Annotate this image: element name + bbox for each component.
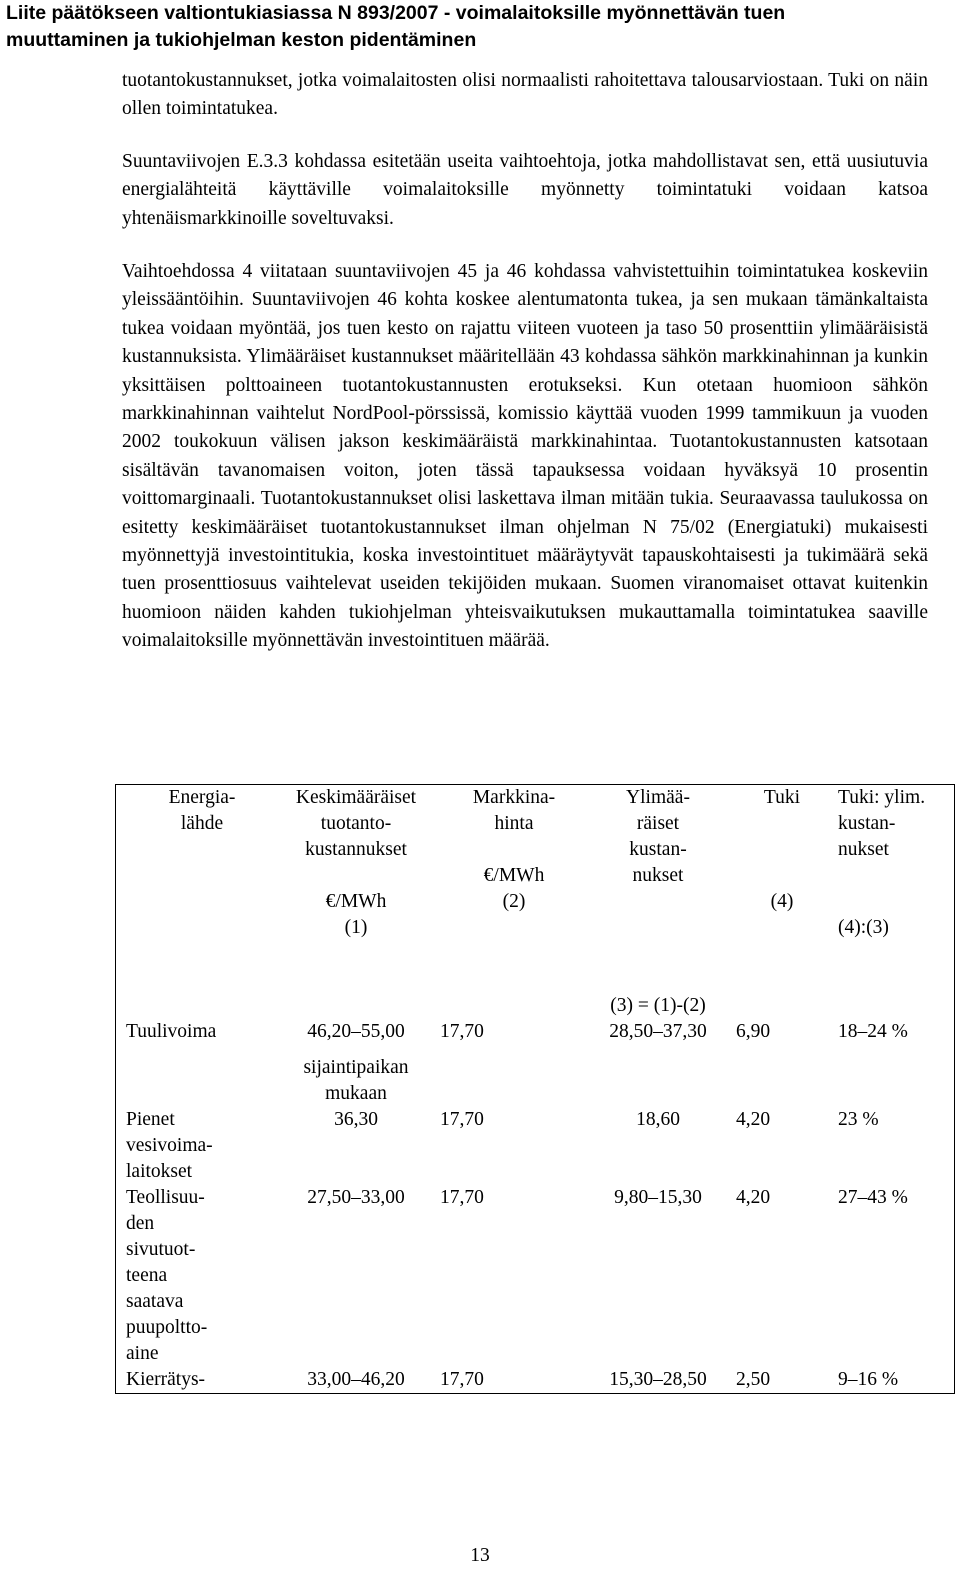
column-header-line: Energia-: [168, 787, 236, 808]
cell-market-price: [434, 1185, 588, 1367]
cell-aid-ratio: [828, 1185, 955, 1367]
column-header-line: hinta: [494, 813, 534, 834]
cell-aid: [728, 1019, 828, 1107]
cell-production-cost: [278, 1107, 434, 1185]
table-header-row: [116, 785, 955, 1020]
cell-energy-source-text: Pienet vesivoima-laitokset: [126, 1109, 213, 1182]
table-row: [116, 1019, 955, 1107]
column-header-line: nukset: [838, 839, 889, 860]
paragraph-2: [122, 148, 928, 233]
table-body: [116, 1019, 955, 1394]
column-header-line: [838, 863, 954, 889]
energy-cost-table: [115, 784, 955, 1394]
cell-aid-ratio: [828, 1107, 955, 1185]
column-header-line: kustannukset: [305, 839, 407, 860]
column-header-line: [588, 941, 728, 967]
cell-energy-source: [116, 1019, 279, 1107]
header-line-1: Liite päätökseen valtiontukiasiassa N 893/2007 - voimalaitoksille myönnettävän tuen: [6, 2, 786, 24]
header-line-2: muuttaminen ja tukiohjelman keston pidentäminen: [6, 29, 477, 51]
column-header-line: räiset: [636, 813, 680, 834]
paragraph-text: Suuntaviivojen E.3.3 kohdassa esitetään useita vaihtoehtoja, jotka mahdollistavat sen, että uusiutuvia energialähteitä käyttäville voimalaitoksille myönnetty toimintatuki voidaan katsoa yhtenäismarkkinoille soveltuvaksi.: [122, 151, 928, 229]
cell-aid: [728, 1367, 828, 1394]
cell-energy-source: [116, 1185, 279, 1367]
paragraph-text: tuotantokustannukset, jotka voimalaitosten olisi normaalisti rahoitettava talousarviostaan. Tuki on näin ollen toimintatukea.: [122, 70, 928, 120]
column-header-line: kustan-: [629, 839, 687, 860]
column-header-line: nukset: [632, 865, 684, 886]
table-row: [116, 1107, 955, 1185]
cell-market-price: [434, 1019, 588, 1107]
cell-energy-source-text: Tuulivoima: [126, 1021, 217, 1042]
cell-aid-ratio-text: 23 %: [838, 1109, 879, 1130]
column-header-line: (1): [344, 917, 368, 938]
cell-market-price-text: 17,70: [440, 1369, 484, 1390]
column-header-line: [440, 837, 588, 863]
column-header-line: [588, 967, 728, 993]
cell-extra-cost: [588, 1019, 728, 1107]
cell-production-cost: [278, 1019, 434, 1107]
column-header-line: [588, 889, 728, 915]
column-header-line: lähde: [180, 813, 224, 834]
column-header-line: Tuki: ylim.: [838, 787, 926, 808]
cell-production-cost-text: 36,30: [334, 1109, 378, 1130]
cell-market-price-text: 17,70: [440, 1109, 484, 1130]
cell-market-price: [434, 1367, 588, 1394]
cell-aid-text: 4,20: [736, 1109, 771, 1130]
cell-extra-cost-text: 28,50–37,30: [609, 1021, 707, 1042]
cell-aid-ratio-text: 18–24 %: [838, 1021, 908, 1042]
cell-extra-cost: [588, 1185, 728, 1367]
column-header-line: Ylimää-: [626, 787, 690, 808]
cell-energy-source-text: Teollisuu-den sivutuot-teena saatava puupoltto-aine: [126, 1187, 208, 1364]
paragraph-3: [122, 258, 928, 656]
column-header-3: [434, 785, 588, 1020]
cell-aid-ratio-text: 27–43 %: [838, 1187, 908, 1208]
column-header-line: (3) = (1)-(2): [610, 995, 706, 1016]
cell-production-cost-text: 27,50–33,00: [307, 1187, 405, 1208]
cell-energy-source-text: Kierrätys-: [126, 1369, 206, 1390]
column-header-line: (4): [770, 891, 794, 912]
paragraph-1: [122, 67, 928, 124]
cell-market-price-text: 17,70: [440, 1187, 484, 1208]
cell-extra-cost-text: 15,30–28,50: [609, 1369, 707, 1390]
column-header-6: [828, 785, 955, 1020]
table-row: [116, 1185, 955, 1367]
cell-extra-cost-text: 18,60: [636, 1109, 680, 1130]
column-header-line: kustan-: [838, 813, 896, 834]
paragraph-text: Vaihtoehdossa 4 viitataan suuntaviivojen 45 ja 46 kohdassa vahvistettuihin toimintatukea koskeviin yleissääntöihin. Suuntaviivojen 46 kohta koskee alentumatonta tukea, ja sen mukaan tämänkaltaista tukea voidaan myöntää, jos tuen kesto on rajattu viiteen vuoteen ja taso 50 prosenttiin ylimääräisistä kustannuksista. Ylimääräiset kustannukset määritellään 43 kohdassa sähkön markkinahinnan ja kunkin yksittäisen polttoaineen tuotantokustannusten erotukseksi. Kun otetaan huomioon sähkön markkinahinnan vaihtelut NordPool-pörssissä, komissio käyttää vuoden 1999 tammikuun ja vuoden 2002 toukokuun välisen jakson keskimääräistä markkinahintaa. Tuotantokustannusten katsotaan sisältävän tavanomaisen voiton, joten tässä tapauksessa voidaan hyväksyä 10 prosentin voittomarginaali. Tuotantokustannukset olisi laskettava ilman mitään tukia. Seuraavassa taulukossa on esitetty keskimääräiset tuotantokustannukset ilman ohjelman N 75/02 (Energiatuki) mukaisesti myönnettyjä investointitukia, koska investointituet määräytyvät tapauskohtaisesti ja tukimäärä sekä tuen prosenttiosuus vaihtelevat useiden tekijöiden mukaan. Suomen viranomaiset ottavat kuitenkin huomioon näiden kahden tukiohjelman yhteisvaikutuksen mukauttamalla toimintatukea saaville voimalaitoksille myönnettävän investointituen määrää.: [122, 261, 928, 652]
cell-extra-cost: [588, 1367, 728, 1394]
cell-market-price-text: 17,70: [440, 1021, 484, 1042]
cell-energy-source: [116, 1107, 279, 1185]
column-header-line: [736, 811, 828, 837]
document-header: [0, 0, 960, 58]
column-header-line: €/MWh: [325, 891, 387, 912]
cell-extra-cost: [588, 1107, 728, 1185]
column-header-line: [736, 863, 828, 889]
column-header-line: Tuki: [763, 787, 801, 808]
cell-aid: [728, 1107, 828, 1185]
cell-aid-ratio: [828, 1019, 955, 1107]
column-header-line: (2): [502, 891, 526, 912]
cell-production-cost-text: 33,00–46,20: [307, 1369, 405, 1390]
cell-aid-text: 6,90: [736, 1021, 771, 1042]
cell-energy-source: [116, 1367, 279, 1394]
cost-note: sijaintipaikan mukaan: [303, 1057, 409, 1104]
cell-production-cost: [278, 1367, 434, 1394]
column-header-line: Markkina-: [472, 787, 556, 808]
cell-aid-text: 2,50: [736, 1369, 771, 1390]
column-header-line: Keskimääräiset: [295, 787, 417, 808]
column-header-1: [116, 785, 279, 1020]
column-header-line: (4):(3): [838, 917, 889, 938]
column-header-2: [278, 785, 434, 1020]
column-header-4: [588, 785, 728, 1020]
column-header-line: [736, 837, 828, 863]
column-header-line: tuotanto-: [320, 813, 392, 834]
column-header-line: €/MWh: [483, 865, 545, 886]
cell-aid-ratio: [828, 1367, 955, 1394]
page-number: 13: [470, 1545, 490, 1566]
column-header-5: [728, 785, 828, 1020]
cell-aid: [728, 1185, 828, 1367]
cell-aid-text: 4,20: [736, 1187, 771, 1208]
table-row: [116, 1367, 955, 1394]
cell-aid-ratio-text: 9–16 %: [838, 1369, 899, 1390]
column-header-line: [588, 915, 728, 941]
cell-production-cost: [278, 1185, 434, 1367]
cell-market-price: [434, 1107, 588, 1185]
cell-extra-cost-text: 9,80–15,30: [614, 1187, 702, 1208]
cell-production-cost-text: 46,20–55,00: [307, 1021, 405, 1042]
column-header-line: [838, 889, 954, 915]
column-header-line: [278, 863, 434, 889]
